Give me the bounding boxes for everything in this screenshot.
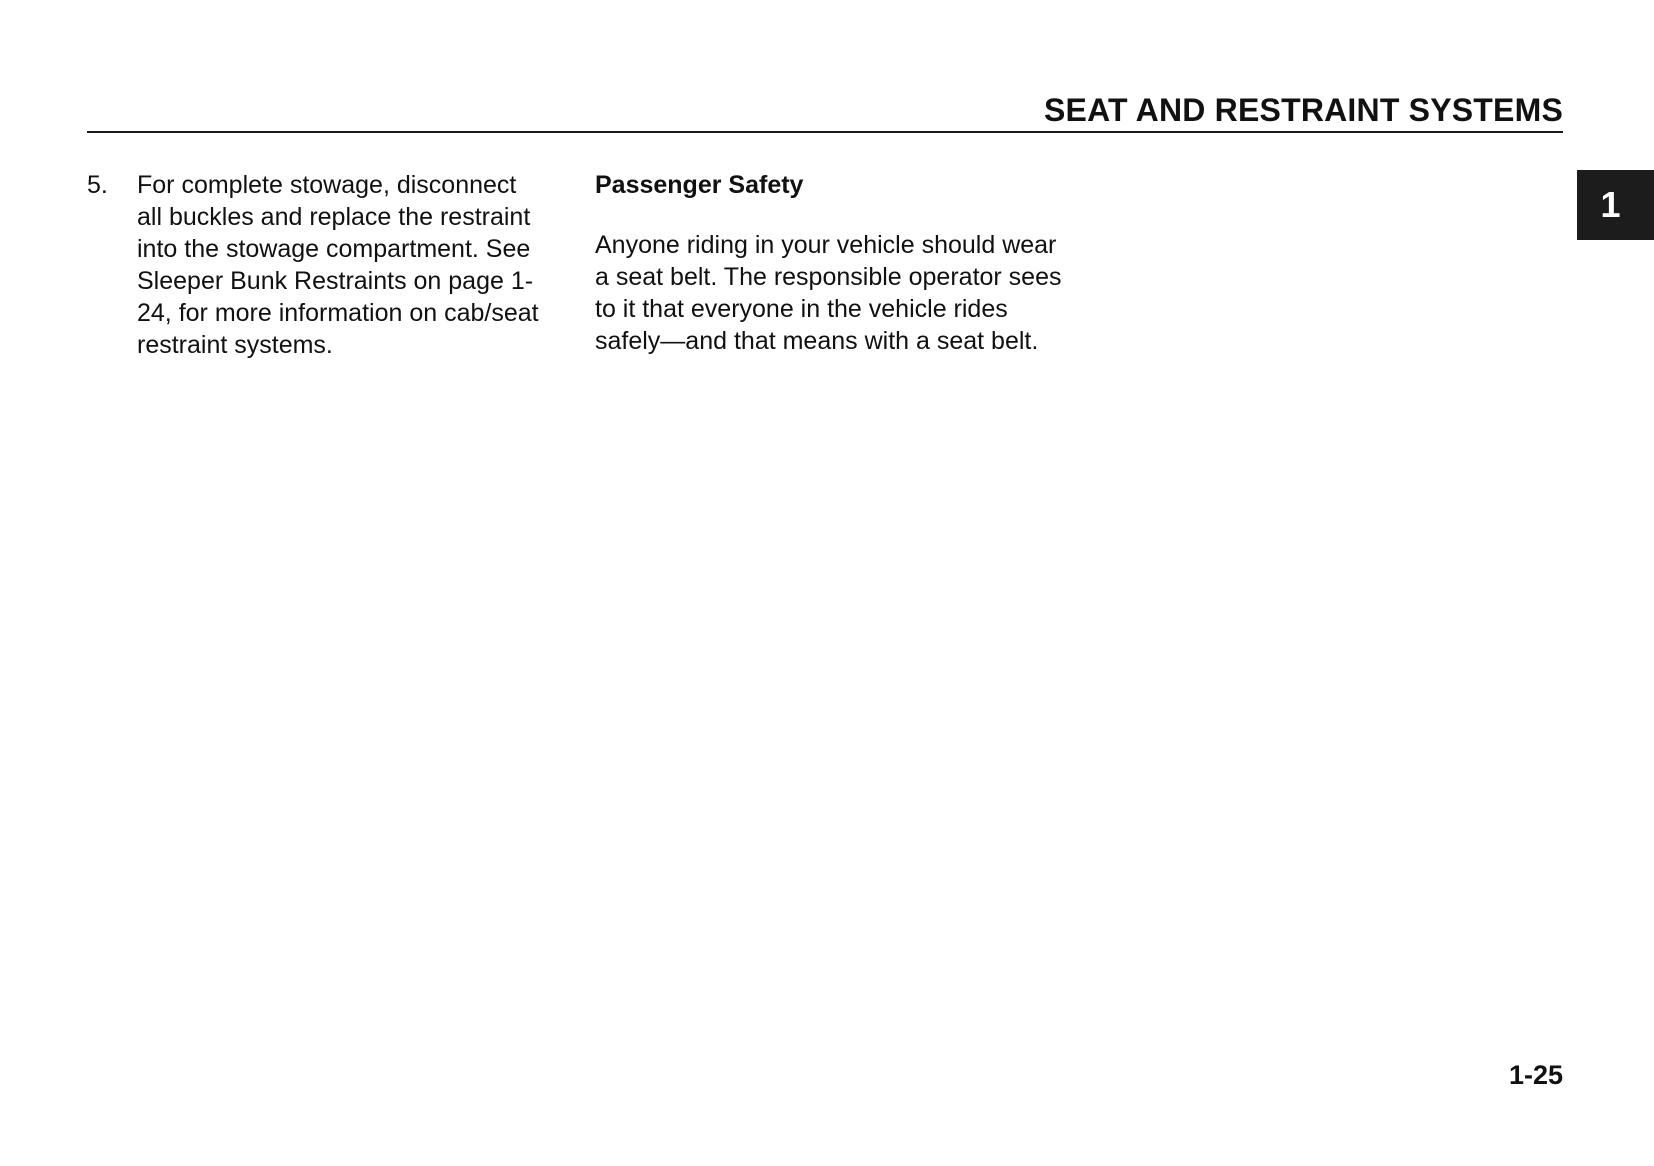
header-rule [87, 131, 1563, 133]
list-item [87, 169, 567, 361]
passenger-safety-paragraph: Anyone riding in your vehicle should wear a seat belt. The responsible operator sees to it that everyone in the vehicle rides safely—and that means with a seat belt. [595, 231, 1062, 355]
list-item-number: 5. [87, 171, 108, 199]
page-header [0, 0, 1654, 140]
section-title: SEAT AND RESTRAINT SYSTEMS [1043, 92, 1563, 128]
list-item-text: For complete stowage, disconnect all buckles and replace the restraint into the stowage compartment. See Sleeper Bunk Restraints on page 1-24, for more information on cab/seat restraint systems. [137, 171, 539, 359]
passenger-safety-heading: Passenger Safety [595, 171, 804, 199]
page-number: 1-25 [1508, 1060, 1563, 1090]
left-column [87, 169, 567, 361]
right-column [595, 169, 1065, 357]
chapter-tab [1577, 170, 1654, 240]
chapter-tab-label: 1 [1600, 184, 1621, 225]
